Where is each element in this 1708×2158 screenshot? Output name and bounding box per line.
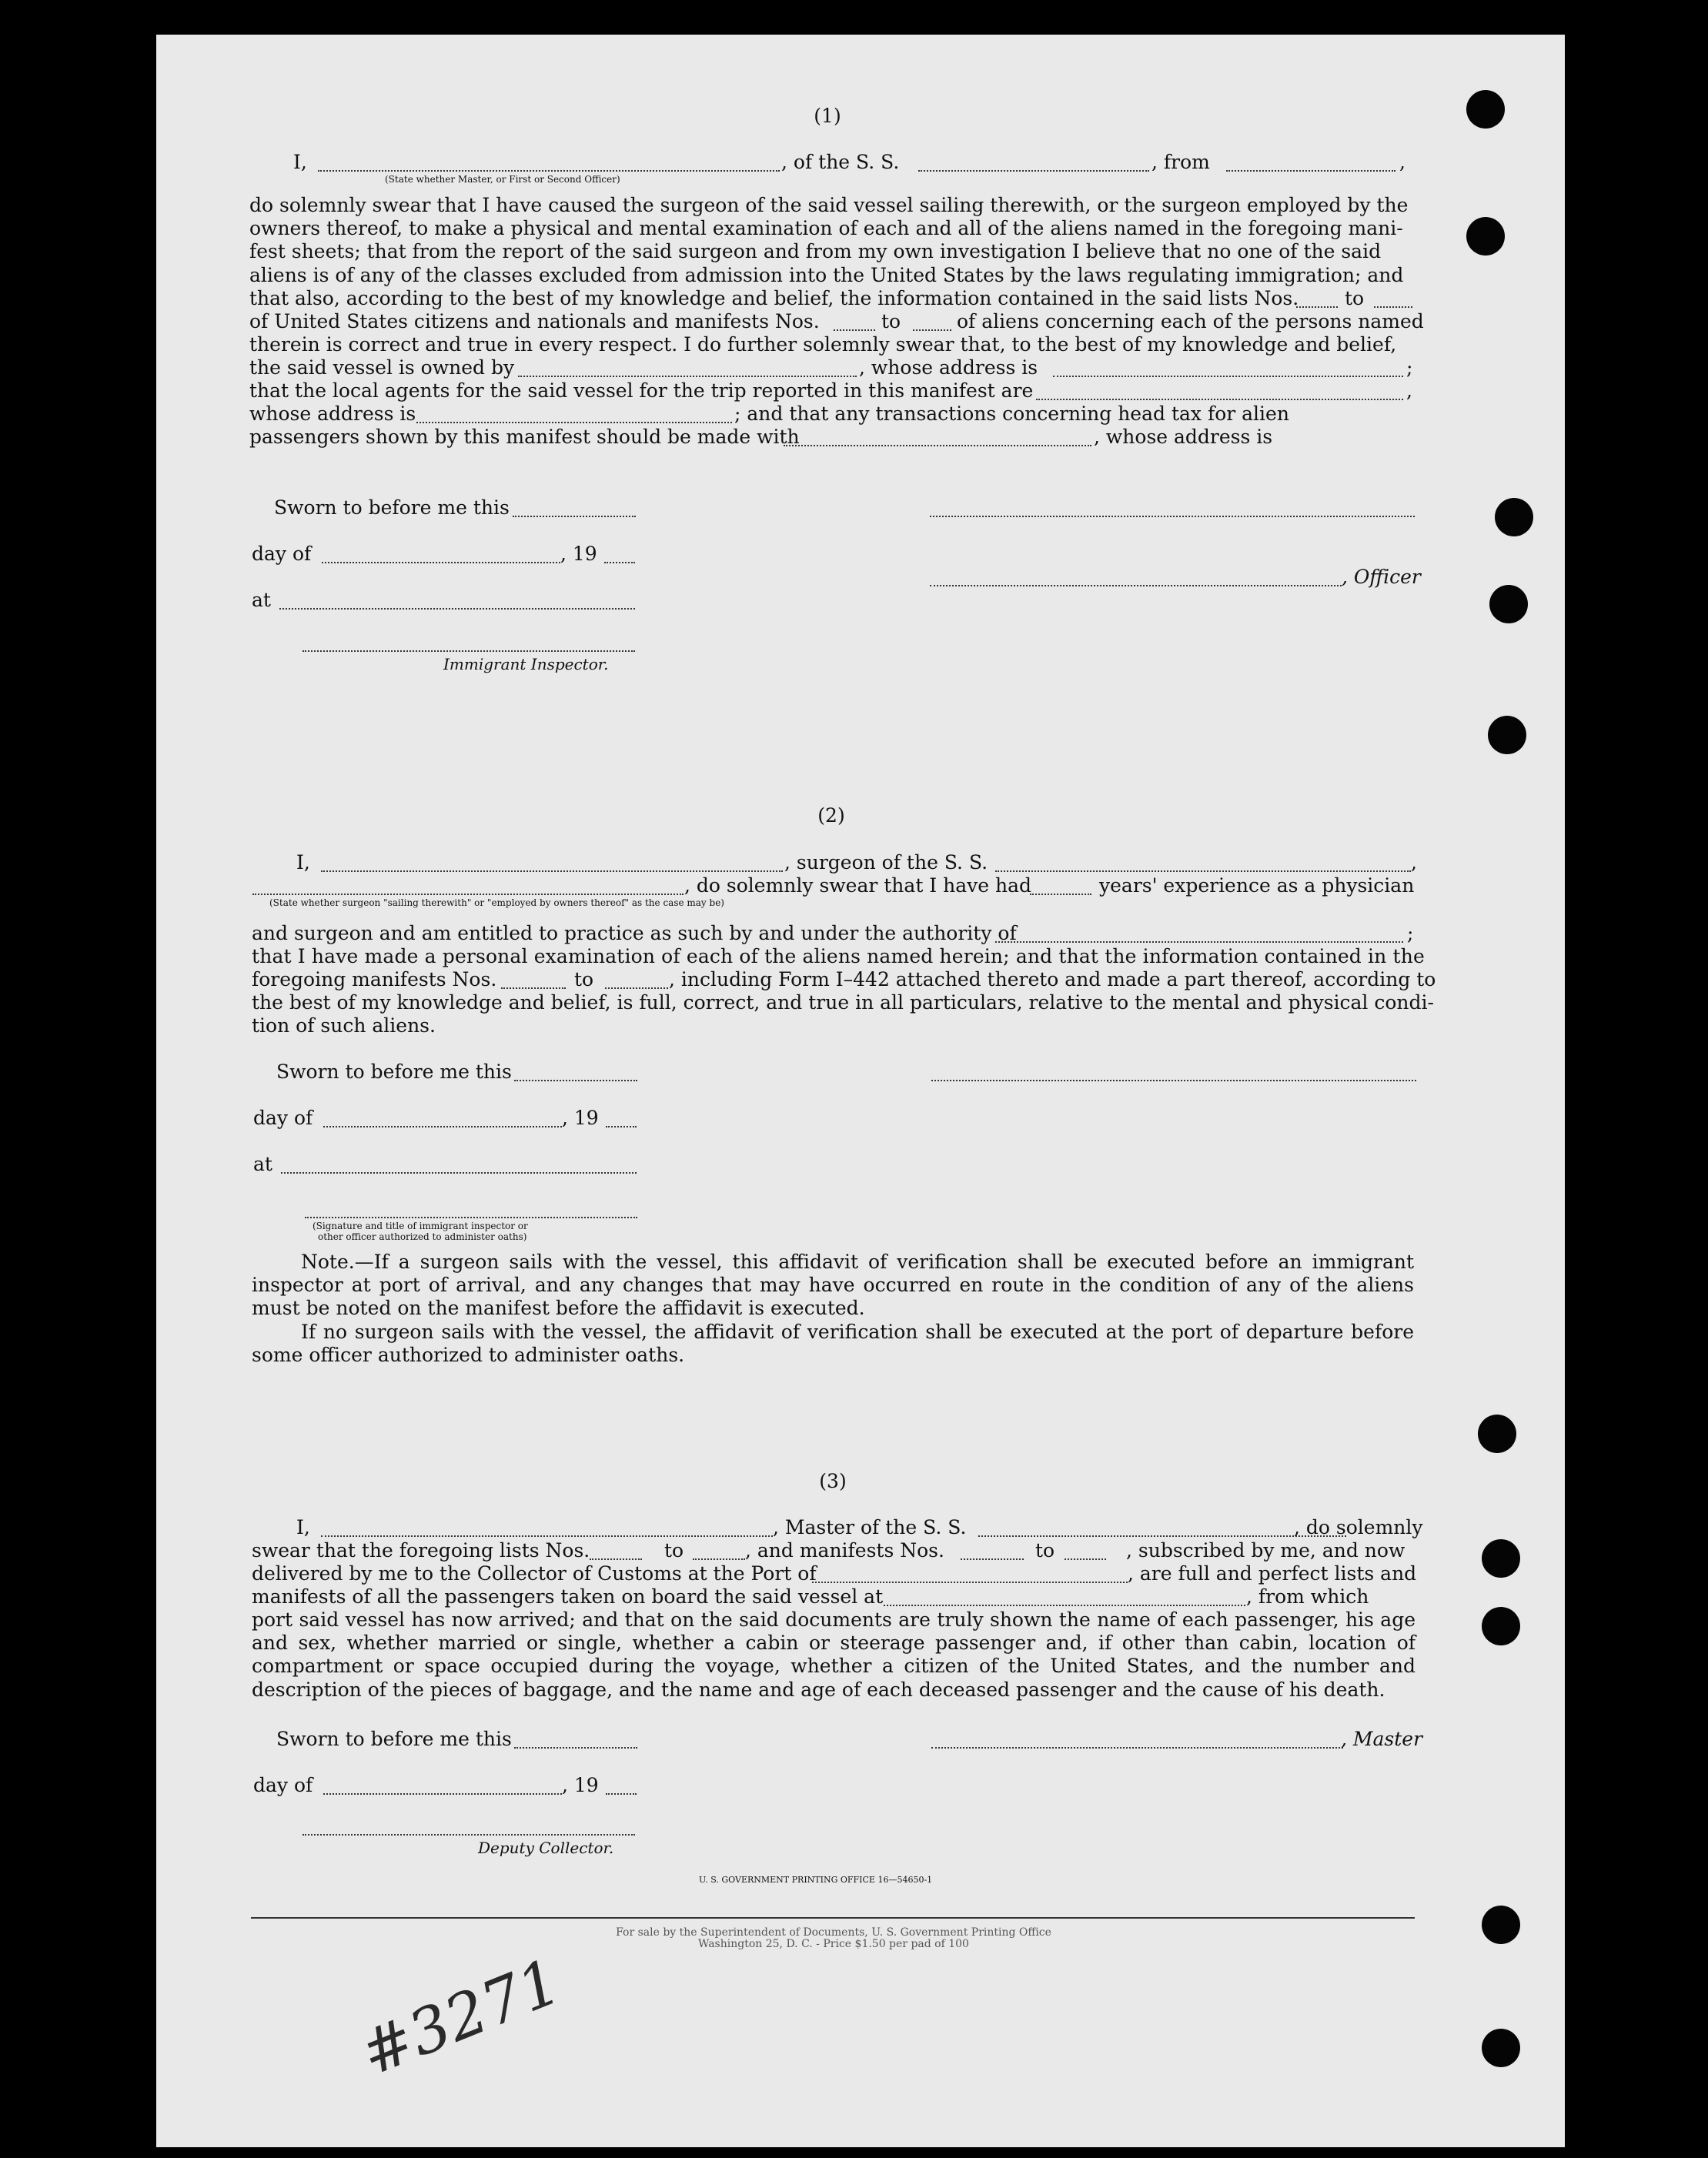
section-1-number: (1)	[814, 105, 841, 127]
s1-line-1: do solemnly swear that I have caused the surgeon of the said vessel sailing therewith, or the surgeon employed by the	[249, 194, 1409, 216]
s1-note-under: (State whether Master, or First or Second Officer)	[385, 174, 620, 185]
binder-hole	[1495, 498, 1533, 536]
s1-at: at	[252, 589, 271, 611]
s1-lists-to-blank[interactable]	[1374, 306, 1412, 308]
s3-subscribed: , subscribed by me, and now	[1126, 1539, 1406, 1562]
s2-line-2: that I have made a personal examination of each of the aliens named herein; and that the information contained in the	[252, 945, 1425, 967]
s3-manifests-from-blank[interactable]	[961, 1558, 1024, 1560]
s1-sworn: Sworn to before me this	[274, 496, 510, 519]
binder-hole	[1482, 1607, 1520, 1645]
s2-officer-blank[interactable]	[305, 1217, 637, 1218]
s1-line-7: therein is correct and true in every respect. I do further solemnly swear that, to the best of my knowledge and belief,	[249, 333, 1397, 356]
binder-hole	[1466, 217, 1505, 256]
s3-manifests-all: manifests of all the passengers taken on board the said vessel at	[252, 1585, 884, 1608]
s3-year-blank[interactable]	[606, 1793, 637, 1795]
s1-comma-2: ,	[1406, 379, 1412, 402]
form-page	[156, 35, 1565, 2147]
s3-name-blank[interactable]	[321, 1535, 773, 1537]
section-2-number: (2)	[817, 804, 845, 827]
s3-ship-blank[interactable]	[978, 1535, 1346, 1537]
s2-comma: ,	[1411, 851, 1417, 874]
s1-line-8: the said vessel is owned by	[249, 356, 515, 379]
s2-manifests-to-blank[interactable]	[605, 987, 668, 989]
s3-delivered: delivered by me to the Collector of Customs at the Port of	[252, 1562, 817, 1585]
s2-day-of: day of	[253, 1107, 313, 1129]
s1-year-blank[interactable]	[604, 562, 635, 563]
s2-year-blank[interactable]	[606, 1126, 637, 1127]
s3-to-2: to	[1035, 1539, 1055, 1562]
footer-rule	[251, 1917, 1415, 1919]
s1-from-blank[interactable]	[1226, 170, 1395, 172]
s2-note-para-1: Note.—If a surgeon sails with the vessel, this affidavit of verification shall be executed before an immigrant inspector at port of arrival, and any changes that may have occurred en route in the condition of any of the aliens must be noted on the manifest before the affidavit is executed.	[252, 1251, 1414, 1320]
s2-signature-blank[interactable]	[931, 1080, 1416, 1081]
s1-ship-blank[interactable]	[918, 170, 1149, 172]
s1-line-6: of United States citizens and nationals and manifests Nos.	[249, 310, 820, 332]
s2-swear: , do solemnly swear that I have had	[684, 874, 1032, 897]
s2-surgeon-of: , surgeon of the S. S.	[784, 851, 988, 874]
s1-day-blank[interactable]	[322, 562, 560, 563]
s3-port-blank[interactable]	[812, 1582, 1128, 1583]
handwritten-number: #3271	[350, 1945, 571, 2090]
s1-i-label: I,	[293, 151, 307, 173]
s2-ship-blank[interactable]	[995, 870, 1411, 872]
s1-day-of: day of	[252, 543, 312, 565]
s1-line-9: that the local agents for the said vessel for the trip reported in this manifest are	[249, 379, 1034, 402]
s1-to-label-1: to	[1345, 287, 1365, 309]
s3-master-of: , Master of the S. S.	[773, 1516, 967, 1538]
s2-sworn-blank[interactable]	[514, 1080, 637, 1081]
s3-from-which: , from which	[1246, 1585, 1369, 1608]
s1-line-5: that also, according to the best of my knowledge and belief, the information contained in the said lists Nos.	[249, 287, 1299, 309]
binder-hole	[1478, 1415, 1516, 1453]
s1-of-aliens: of aliens concerning each of the persons named	[957, 310, 1424, 332]
binder-hole	[1482, 1906, 1520, 1944]
s1-agents-blank[interactable]	[1036, 399, 1403, 400]
s2-years: years' experience as a physician	[1099, 874, 1415, 897]
s1-manifests-to-blank[interactable]	[913, 329, 951, 331]
s2-years-blank[interactable]	[1030, 894, 1091, 895]
s1-line-3: fest sheets; that from the report of the said surgeon and from my own investigation I believe that no one of the said	[249, 240, 1382, 263]
s1-semicolon-1: ;	[1406, 356, 1413, 379]
s1-at-blank[interactable]	[279, 608, 635, 610]
s1-signature-blank[interactable]	[930, 516, 1415, 517]
s3-sworn: Sworn to before me this	[276, 1728, 512, 1750]
s2-at: at	[253, 1153, 272, 1175]
s3-body: port said vessel has now arrived; and that on the said documents are truly shown the name of each passenger, his age and sex, whether married or single, whether a cabin or steerage passenger and, if other than cabin, location of compartment or space occupied during the voyage, whether a citizen of the United States, and the number and description of the pieces of baggage, and the name and age of each deceased passenger and the cause of his death.	[252, 1608, 1416, 1701]
s1-whose-address-1: , whose address is	[859, 356, 1038, 379]
s1-manifests-from-blank[interactable]	[834, 329, 875, 331]
s3-day-blank[interactable]	[323, 1793, 562, 1795]
s2-sig-note-2: other officer authorized to administer oaths)	[318, 1231, 527, 1242]
s1-inspector: Immigrant Inspector.	[443, 655, 609, 673]
s3-deputy: Deputy Collector.	[478, 1839, 614, 1857]
s3-solemnly: , do solemnly	[1294, 1516, 1423, 1538]
s2-line-3c: , including Form I–442 attached thereto and made a part thereof, according to	[669, 968, 1436, 990]
s3-master-blank[interactable]	[931, 1747, 1343, 1749]
s1-whose-address-2: , whose address is	[1094, 426, 1273, 448]
s2-sworn: Sworn to before me this	[276, 1061, 512, 1083]
binder-hole	[1488, 716, 1526, 754]
section-3-number: (3)	[819, 1470, 847, 1492]
s2-at-blank[interactable]	[281, 1172, 637, 1174]
binder-hole	[1482, 2029, 1520, 2067]
s3-swear-lists: swear that the foregoing lists Nos.	[252, 1539, 590, 1562]
s2-line-3b: to	[574, 968, 594, 990]
s3-to-1: to	[664, 1539, 684, 1562]
binder-hole	[1489, 585, 1528, 623]
s3-day-of: day of	[253, 1774, 313, 1796]
s3-manifests-to-blank[interactable]	[1065, 1558, 1106, 1560]
sale-line-1: For sale by the Superintendent of Documents, U. S. Government Printing Office	[616, 1926, 1051, 1939]
s2-sig-note-1: (Signature and title of immigrant inspector or	[313, 1221, 528, 1231]
s1-nineteen: , 19	[560, 543, 597, 565]
s1-name-blank[interactable]	[318, 170, 780, 172]
s3-master: , Master	[1341, 1728, 1423, 1750]
s2-manifests-from-blank[interactable]	[501, 987, 566, 989]
s2-i-label: I,	[296, 851, 310, 874]
s1-body	[249, 194, 1415, 287]
s3-and-manifests: , and manifests Nos.	[745, 1539, 944, 1562]
s3-i-label: I,	[296, 1516, 310, 1538]
s2-line-5: tion of such aliens.	[252, 1014, 436, 1037]
s2-authority-blank[interactable]	[995, 941, 1403, 943]
binder-hole	[1482, 1539, 1520, 1578]
s1-of-ss-label: , of the S. S.	[781, 151, 900, 173]
s2-line-1: and surgeon and am entitled to practice as such by and under the authority of	[252, 922, 1017, 944]
s1-sworn-blank[interactable]	[513, 516, 636, 517]
s1-transactions: ; and that any transactions concerning head tax for alien	[734, 403, 1289, 425]
s3-full-perfect: , are full and perfect lists and	[1128, 1562, 1417, 1585]
s3-sworn-blank[interactable]	[514, 1747, 637, 1749]
s1-owner-blank[interactable]	[518, 376, 857, 377]
binder-hole	[1466, 90, 1505, 129]
s2-line-3a: foregoing manifests Nos.	[252, 968, 497, 990]
s1-line-2: owners thereof, to make a physical and mental examination of each and all of the aliens named in the foregoing mani-	[249, 217, 1403, 240]
s2-semicolon: ;	[1407, 922, 1414, 944]
s2-note-under: (State whether surgeon "sailing therewith" or "employed by owners thereof" as the case may be)	[269, 897, 724, 908]
s2-sailing-blank[interactable]	[252, 894, 684, 895]
s1-comma: ,	[1399, 151, 1406, 173]
s1-headtax-blank[interactable]	[784, 445, 1091, 446]
s1-to-label-2: to	[881, 310, 901, 332]
s1-officer-blank[interactable]	[930, 585, 1342, 586]
s3-nineteen: , 19	[562, 1774, 599, 1796]
s1-line-4: aliens is of any of the classes excluded from admission into the United States by the laws regulating immigration; and	[249, 263, 1404, 286]
s2-nineteen: , 19	[562, 1107, 599, 1129]
s3-lists-to-blank[interactable]	[693, 1558, 745, 1560]
sale-line-2: Washington 25, D. C. - Price $1.50 per pad of 100	[698, 1938, 969, 1950]
s3-boarded-blank[interactable]	[884, 1605, 1245, 1606]
s1-officer: , Officer	[1342, 566, 1421, 588]
s1-line-10: whose address is	[249, 403, 416, 425]
s1-line-11: passengers shown by this manifest should be made with	[249, 426, 800, 448]
s1-inspector-blank[interactable]	[302, 650, 635, 652]
s1-from-label: , from	[1151, 151, 1210, 173]
s2-name-blank[interactable]	[321, 870, 783, 872]
gpo-code: U. S. GOVERNMENT PRINTING OFFICE 16—54650-1	[699, 1875, 933, 1885]
s3-lists-from-blank[interactable]	[590, 1558, 642, 1560]
s2-note-para-2: If no surgeon sails with the vessel, the affidavit of verification shall be executed at the port of departure before some officer authorized to administer oaths.	[252, 1321, 1414, 1367]
s1-agents-address-blank[interactable]	[416, 422, 732, 423]
s2-day-blank[interactable]	[323, 1126, 562, 1127]
s1-lists-from-blank[interactable]	[1296, 306, 1338, 308]
s3-deputy-blank[interactable]	[302, 1834, 635, 1836]
s2-line-4: the best of my knowledge and belief, is full, correct, and true in all particulars, relative to the mental and physical condi-	[252, 991, 1434, 1014]
s1-owner-address-blank[interactable]	[1053, 376, 1403, 377]
